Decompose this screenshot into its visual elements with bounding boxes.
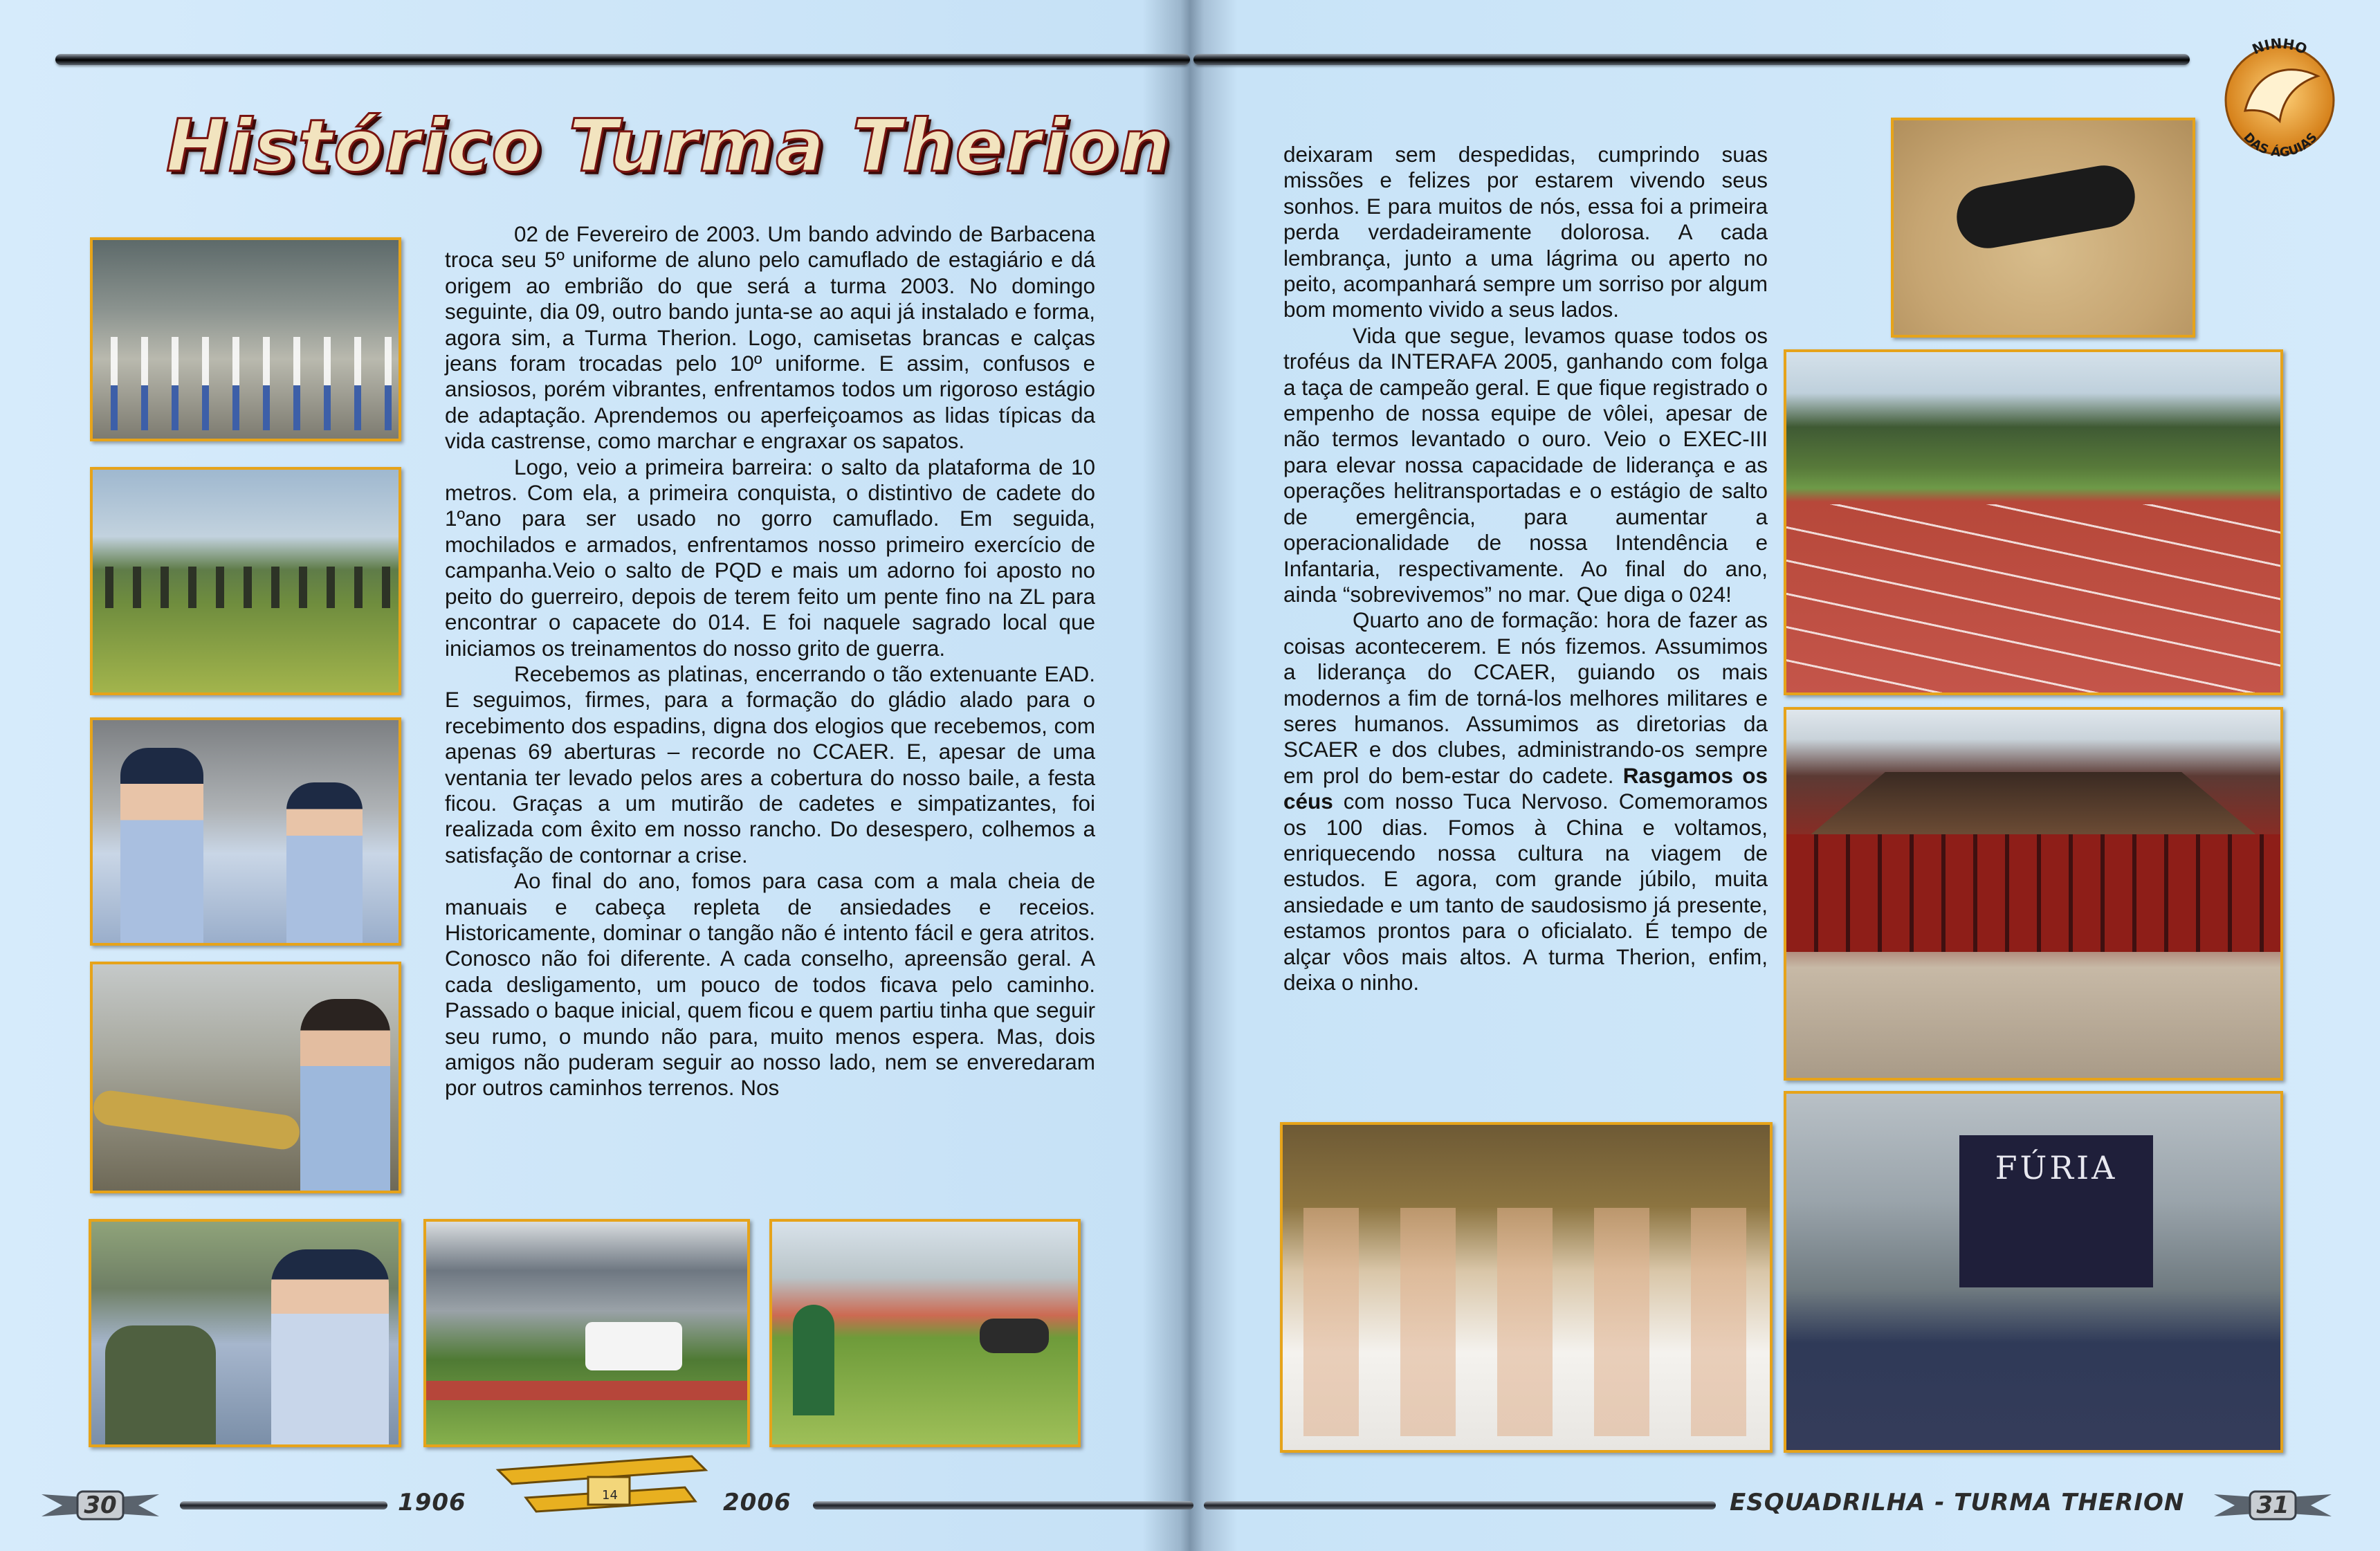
photo-track-race <box>1784 349 2283 695</box>
photo-obstacle-crawl <box>1891 118 2195 338</box>
photo-ceremony-medal <box>89 1219 401 1447</box>
plane-number: 14 <box>602 1488 618 1503</box>
top-rule-left <box>55 54 1190 65</box>
footer-section-title: ESQUADRILHA - TURMA THERION <box>1730 1489 2185 1516</box>
left-paragraph-3: Recebemos as platinas, encerrando o tão extenuante EAD. E seguimos, firmes, para a formação do gládio alado para o recebimento dos espadins, digna dos elogios que recebemos, com apenas 69 aberturas – recorde no CCAER. E, apesar de uma ventania ter levado pelos ares a cobertura do nosso baile, a festa ficou. Graças a um mutirão de cadetes e simpatizantes, foi realizada com êxito em nosso rancho. Do desespero, colhemos a satisfação de contornar a crise. <box>445 661 1095 868</box>
right-paragraph-3 <box>1283 607 1768 995</box>
footer-year-end: 2006 <box>723 1489 791 1516</box>
right-page-number-badge <box>2214 1487 2332 1523</box>
left-paragraph-2: Logo, veio a primeira barreira: o salto da plataforma de 10 metros. Com ela, a primeira conquista, o distintivo de cadete do 1ºano para ser usado no gorro camuflado. Em seguida, mochilados e armados, enfrentamos nosso primeiro exercício de campanha.Veio o salto de PQD e mais um adorno foi aposto no peito do guerreiro, depois de terem feito um pente fino na ZL para encontrar o capacete do 014. E foi naquele sagrado local que iniciamos os treinamentos do nosso grito de guerra. <box>445 454 1095 661</box>
photo-cadets-workshop <box>90 962 401 1193</box>
ninho-das-aguias-badge <box>2207 28 2352 173</box>
photo-soccer-stadium <box>423 1219 750 1447</box>
right-paragraph-3-bold: Rasgamos os céus <box>1283 762 1768 814</box>
photo-chinese-palace <box>1784 707 2283 1081</box>
right-page-number: 31 <box>2256 1492 2289 1519</box>
right-paragraph-3-after: com nosso Tuca Nervoso. Comemoramos os 100 dias. Fomos à China e voltamos, enriquecendo nossa cultura na viagem de estudos. E agora, com grande júbilo, muita ansiedade e um tanto de saudosismo já presente, estamos prontos para o oficialato. É tempo de alçar vôos mais altos. A turma Therion, enfim, deixa o ninho. <box>1283 789 1768 995</box>
footer-rule-left-1 <box>180 1501 387 1509</box>
photo-group-friends <box>1280 1122 1773 1453</box>
left-paragraph-4: Ao final do ano, fomos para casa com a mala cheia de manuais e cabeça repleta de ansiedades e receios. Historicamente, dominar o tangão não é intento fácil e gera atritos. Conosco não foi diferente. A cada conselho, apreensão geral. A cada desligamento, um pouco de todos ficava pelo caminho. Passado o baque inicial, quem ficou e quem partiu tinha que seguir seu rumo, o mundo não para, muito menos espera. Mas, dois amigos não puderam seguir ao nosso lado, nem se enveredaram por outros caminhos terrenos. Nos <box>445 868 1095 1101</box>
footer-rule-left-2 <box>813 1501 1193 1509</box>
photo-field-exercise <box>90 467 401 695</box>
right-paragraph-2: Vida que segue, levamos quase todos os troféus da INTERAFA 2005, ganhando com folga a taça de campeão geral. E que fique registrado o empenho de nossa equipe de vôlei, apesar de não termos levantado o ouro. Veio o EXEC-III para elevar nossa capacidade de liderança e as operações helitransportadas e o estágio de salto de emergência, para aumentar a operacionalidade de nossa Intendência e Infantaria, respectivamente. Ao final do ano, ainda “sobrevivemos” no mar. Que diga o 024! <box>1283 322 1768 607</box>
left-paragraph-1: 02 de Fevereiro de 2003. Um bando advindo de Barbacena troca seu 5º uniforme de aluno pelo camuflado de estagiário e dá origem ao embrião do que será a turma 2003. No domingo seguinte, dia 09, outro bando junta-se ao aqui já instalado e forma, agora sim, a Turma Therion. Logo, camisetas brancas e calças jeans foram trocadas pelo 10º uniforme. E assim, confusos e ansiosos, porém vibrantes, enfrentamos todos um rigoroso estágio de adaptação. Aprendemos ou aperfeiçoamos as lidas típicas da vida castrense, como marchar e engraxar os sapatos. <box>445 221 1095 454</box>
footer-year-start: 1906 <box>398 1489 466 1516</box>
right-paragraph-1: deixaram sem despedidas, cumprindo suas missões e felizes por estarem vivendo seus sonhos. E para muitos de nós, essa foi a primeira perda verdadeiramente dolorosa. A cada lembrança, junto a uma lágrima ou aperto no peito, acompanhará sempre um sorriso por algum bom momento vivido a seus lados. <box>1283 142 1768 322</box>
photo-cadets-saluting <box>90 717 401 946</box>
right-paragraph-3-before: Quarto ano de formação: hora de fazer as coisas acontecerem. E nós fizemos. Assumimos a liderança do CCAER, guiando os mais modernos a fim de torná-los melhores militares e seres humanos. Assumimos as diretorias da SCAER e dos clubes, administrando-os sempre em prol do bem-estar do cadete. <box>1283 607 1768 788</box>
photo-furia-hangar <box>1784 1091 2283 1453</box>
biplane-14bis-icon <box>484 1449 720 1532</box>
photo-cadets-in-formation <box>90 237 401 441</box>
badge-bottom-text: DAS ÁGUIAS <box>2240 129 2320 160</box>
photo-soccer-goalkeeper <box>769 1219 1081 1447</box>
badge-top-text: NINHO <box>2249 35 2310 58</box>
page-title: Histórico Turma Therion <box>166 104 1172 188</box>
right-text-column <box>1283 142 1768 995</box>
footer-rule-right <box>1204 1501 1716 1509</box>
left-page-number: 30 <box>84 1492 117 1519</box>
left-page-number-badge <box>42 1487 159 1523</box>
top-rule-right <box>1193 54 2190 65</box>
furia-banner-text: FÚRIA <box>1995 1149 2118 1186</box>
left-text-column <box>445 221 1095 1101</box>
